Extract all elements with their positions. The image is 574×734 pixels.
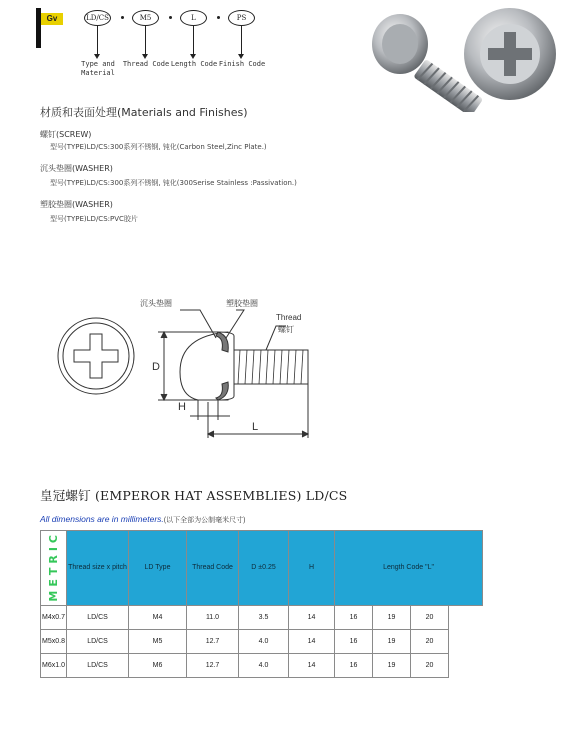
cell-length: 16 [335, 629, 373, 653]
cell-h: 3.5 [239, 605, 289, 629]
cell-code: M5 [129, 629, 187, 653]
separator-dot [121, 16, 124, 19]
table-row [41, 653, 483, 677]
code-line [241, 26, 242, 56]
code-line [193, 26, 194, 56]
cell-type: LD/CS [67, 605, 129, 629]
screw-end-view [58, 318, 134, 394]
drawing-label-screw: 螺钉 [278, 325, 294, 334]
dimensions-note-en: All dimensions are in millimeters. [40, 514, 164, 524]
dimensions-note [40, 514, 245, 525]
metric-side-label: METRIC [41, 531, 67, 606]
cell-length: 20 [411, 605, 449, 629]
cell-d: 12.7 [187, 653, 239, 677]
cell-type: LD/CS [67, 653, 129, 677]
header-h: H [289, 531, 335, 606]
cell-d: 12.7 [187, 629, 239, 653]
cell-length: 20 [411, 653, 449, 677]
cell-length: 14 [289, 653, 335, 677]
header-length-code: Length Code "L" [335, 531, 483, 606]
code-label-thread: Thread Code [122, 60, 170, 68]
cell-h: 4.0 [239, 653, 289, 677]
assembly-title: 皇冠螺钉 (EMPEROR HAT ASSEMBLIES) LD/CS [40, 488, 348, 503]
cell-type: LD/CS [67, 629, 129, 653]
code-label-finish: Finish Code [218, 60, 266, 68]
cell-code: M4 [129, 605, 187, 629]
code-oval-type: LD/CS [84, 10, 111, 26]
material-heading-plastic-washer: 塑胶垫圈(WASHER) [40, 200, 113, 209]
cell-thread: M4x0.7 [41, 605, 67, 629]
table-row [41, 629, 483, 653]
cell-length: 16 [335, 605, 373, 629]
cell-length: 19 [373, 629, 411, 653]
material-desc-screw: 型号(TYPE)LD/CS:300系列不锈钢, 钝化(Carbon Steel,Zinc Plate.) [50, 143, 267, 151]
cell-code: M6 [129, 653, 187, 677]
spec-table [40, 530, 483, 678]
table-row [41, 605, 483, 629]
drawing-label-plastic-washer: 塑胶垫圈 [226, 299, 258, 308]
cell-thread: M6x1.0 [41, 653, 67, 677]
code-line [97, 26, 98, 56]
drawing-label-countersunk-washer: 沉头垫圈 [140, 299, 172, 308]
code-oval-finish: PS [228, 10, 255, 26]
material-desc-washer: 型号(TYPE)LD/CS:300系列不锈钢, 钝化(300Serise Stainless :Passivation.) [50, 179, 297, 187]
drawing-label-h: H [178, 401, 186, 413]
header-type: LD Type [129, 531, 187, 606]
code-oval-length: L [180, 10, 207, 26]
header-d: D ±0.25 [239, 531, 289, 606]
dimensions-note-cn: (以下全部为公制毫米尺寸) [163, 517, 246, 524]
part-code-diagram [81, 10, 266, 80]
materials-title: 材质和表面处理(Materials and Finishes) [40, 106, 248, 119]
header-thread: Thread size x pitch [67, 531, 129, 606]
separator-dot [169, 16, 172, 19]
cell-length: 19 [373, 653, 411, 677]
code-oval-thread: M5 [132, 10, 159, 26]
cell-d: 11.0 [187, 605, 239, 629]
brand-logo-icon: Gv [41, 13, 63, 25]
code-line [145, 26, 146, 56]
cell-length: 14 [289, 629, 335, 653]
drawing-label-l: L [252, 421, 259, 433]
cell-thread: M5x0.8 [41, 629, 67, 653]
code-label-type: Type and Material [81, 60, 115, 77]
cell-length: 16 [335, 653, 373, 677]
table-header-row [41, 531, 483, 606]
technical-drawing [40, 292, 340, 442]
arrow-down-icon [238, 54, 244, 59]
code-label-length: Length Code [170, 60, 218, 68]
cell-length: 14 [289, 605, 335, 629]
arrow-down-icon [190, 54, 196, 59]
separator-dot [217, 16, 220, 19]
header-thread-code: Thread Code [187, 531, 239, 606]
drawing-label-thread: Thread [276, 313, 302, 322]
material-heading-screw: 螺钉(SCREW) [40, 130, 92, 139]
drawing-label-d: D [152, 361, 160, 373]
cell-h: 4.0 [239, 629, 289, 653]
screw-photo [360, 4, 560, 112]
material-heading-washer: 沉头垫圈(WASHER) [40, 164, 113, 173]
material-desc-plastic-washer: 型号(TYPE)LD/CS:PVC胶片 [50, 215, 138, 223]
arrow-down-icon [142, 54, 148, 59]
arrow-down-icon [94, 54, 100, 59]
cell-length: 20 [411, 629, 449, 653]
cell-length: 19 [373, 605, 411, 629]
